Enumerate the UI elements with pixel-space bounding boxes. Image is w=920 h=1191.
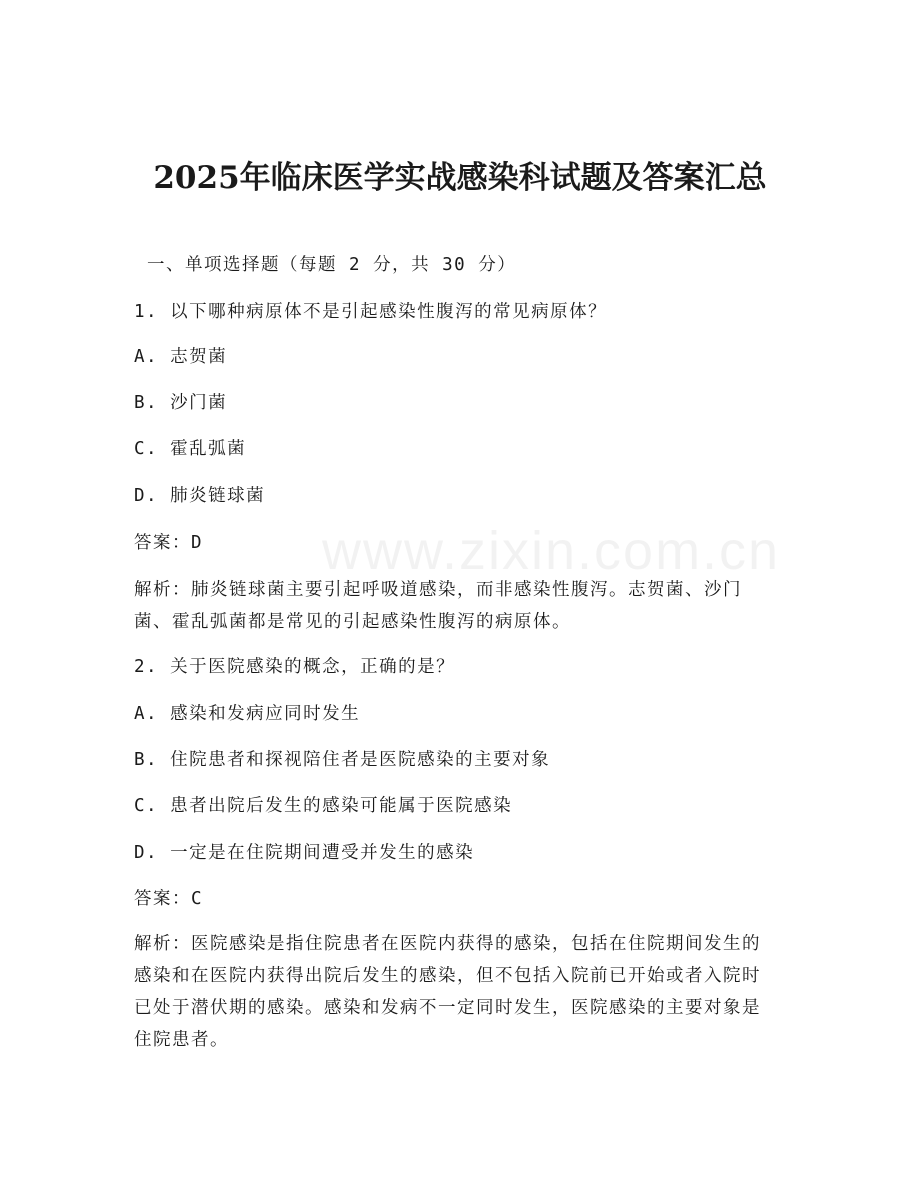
question-2-option-b: B. 住院患者和探视陪住者是医院感染的主要对象: [134, 750, 551, 770]
watermark: www.zixin.com.cn: [322, 521, 781, 581]
question-1-analysis: 解析：肺炎链球菌主要引起呼吸道感染，而非感染性腹泻。志贺菌、沙门菌、霍乱弧菌都是常见的引起感染性腹泻的病原体。: [134, 580, 742, 632]
question-1-option-c: C. 霍乱弧菌: [134, 439, 247, 459]
question-2-answer: 答案：C: [134, 889, 204, 909]
question-2-option-d: D. 一定是在住院期间遭受并发生的感染: [134, 843, 475, 863]
question-2-option-a: A. 感染和发病应同时发生: [134, 704, 361, 724]
question-2-analysis: 解析：医院感染是指住院患者在医院内获得的感染，包括在住院期间发生的感染和在医院内获得出院后发生的感染，但不包括入院前已开始或者入院时已处于潜伏期的感染。感染和发病不一定同时发生，医院感染的主要对象是住院患者。: [134, 934, 761, 1050]
question-1-option-d: D. 肺炎链球菌: [134, 486, 266, 506]
page-title: 2025年临床医学实战感染科试题及答案汇总: [153, 160, 767, 196]
question-1-option-a: A. 志贺菌: [134, 347, 228, 367]
section-heading: 一、单项选择题（每题 2 分，共 30 分）: [147, 255, 517, 275]
question-2-stem: 2. 关于医院感染的概念，正确的是？: [134, 657, 456, 677]
question-1-option-b: B. 沙门菌: [134, 393, 228, 413]
question-1-answer: 答案：D: [134, 533, 204, 553]
question-1-stem: 1. 以下哪种病原体不是引起感染性腹泻的常见病原体？: [134, 302, 608, 322]
question-2-option-c: C. 患者出院后发生的感染可能属于医院感染: [134, 796, 513, 816]
